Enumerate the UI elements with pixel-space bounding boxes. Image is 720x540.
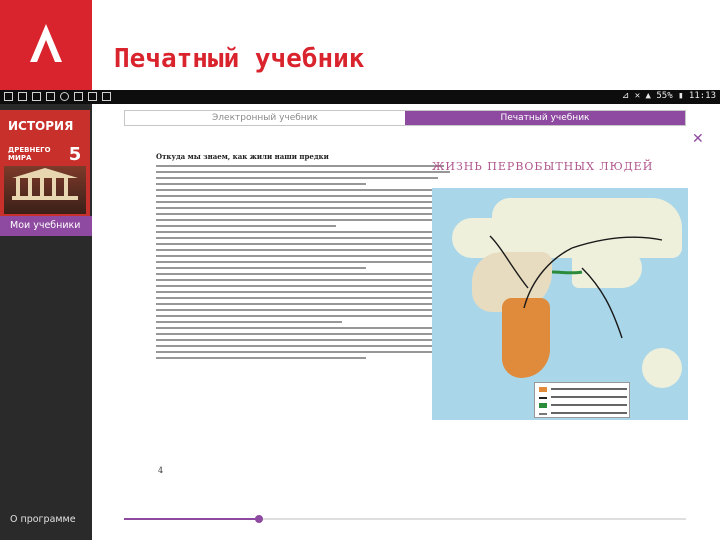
- text-line: [156, 195, 447, 197]
- legend-row: [539, 411, 627, 417]
- usb-icon: [74, 92, 83, 101]
- text-line: [156, 261, 450, 263]
- text-line: [156, 207, 444, 209]
- chapter-title: ЖИЗНЬ ПЕРВОБЫТНЫХ ЛЮДЕЙ: [432, 160, 654, 173]
- page-heading: Откуда мы знаем, как жили наши предки: [156, 152, 329, 161]
- text-line: [156, 255, 444, 257]
- text-line: [156, 237, 450, 239]
- close-icon[interactable]: ✕: [692, 131, 704, 147]
- back-icon: [4, 92, 13, 101]
- page-slider[interactable]: [124, 518, 686, 520]
- text-line: [156, 231, 447, 233]
- legend-row: [539, 387, 627, 393]
- page-slider-fill: [124, 518, 259, 520]
- content-area: [92, 104, 720, 540]
- text-line: [156, 285, 441, 287]
- text-line: [156, 321, 342, 323]
- book-cover[interactable]: [0, 110, 90, 218]
- page-slider-thumb[interactable]: [255, 515, 263, 523]
- text-line: [156, 249, 438, 251]
- logo-a-icon: [0, 0, 92, 90]
- text-line: [156, 165, 444, 167]
- clock: 11:13: [688, 91, 716, 101]
- left-page: [156, 152, 456, 472]
- text-line: [156, 243, 453, 245]
- book-title: ИСТОРИЯ: [8, 119, 74, 133]
- book-grade: 5: [68, 144, 82, 165]
- page-number: 4: [158, 466, 164, 475]
- my-books-item[interactable]: Мои учебники: [0, 216, 92, 236]
- page-text: [156, 165, 456, 359]
- world-map: [432, 188, 688, 420]
- text-line: [156, 339, 447, 341]
- slide-title: Печатный учебник: [114, 44, 365, 74]
- text-line: [156, 225, 336, 227]
- text-line: [156, 273, 444, 275]
- text-line: [156, 327, 444, 329]
- right-page: [432, 160, 690, 440]
- signal-icon: ⊿ ✕ ▲: [621, 91, 657, 101]
- image-icon: [32, 92, 41, 101]
- logo: [0, 0, 92, 90]
- book-subtitle: ДРЕВНЕГО МИРА: [8, 146, 51, 162]
- text-line: [156, 267, 366, 269]
- text-line: [156, 303, 438, 305]
- tab-bar: [124, 110, 686, 126]
- image-icon: [46, 92, 55, 101]
- gallery-icon: [102, 92, 111, 101]
- about-program-link[interactable]: О программе: [10, 514, 76, 525]
- battery-level: 55%: [656, 91, 673, 101]
- text-line: [156, 351, 453, 353]
- screenshot-icon: [88, 92, 97, 101]
- text-line: [156, 357, 366, 359]
- text-line: [156, 291, 447, 293]
- text-line: [156, 177, 438, 179]
- map-legend: [534, 382, 630, 418]
- text-line: [156, 297, 450, 299]
- text-line: [156, 213, 441, 215]
- text-line: [156, 279, 453, 281]
- legend-row: [539, 395, 627, 401]
- text-line: [156, 183, 366, 185]
- text-line: [156, 201, 453, 203]
- text-line: [156, 219, 450, 221]
- cover-illustration: [4, 166, 86, 214]
- text-line: [156, 171, 450, 173]
- text-line: [156, 333, 450, 335]
- app-sidebar: [0, 104, 92, 540]
- legend-row: [539, 403, 627, 409]
- tab-electronic-textbook[interactable]: Электронный учебник: [125, 111, 405, 125]
- temple-icon: [4, 166, 86, 214]
- text-line: [156, 315, 450, 317]
- text-line: [156, 309, 453, 311]
- notification-icon: [60, 92, 69, 101]
- status-right: [622, 91, 716, 101]
- battery-icon: ▮: [678, 91, 689, 101]
- home-icon: [18, 92, 27, 101]
- status-bar: [0, 90, 720, 104]
- tab-printed-textbook[interactable]: Печатный учебник: [405, 111, 685, 125]
- text-line: [156, 345, 441, 347]
- text-line: [156, 189, 450, 191]
